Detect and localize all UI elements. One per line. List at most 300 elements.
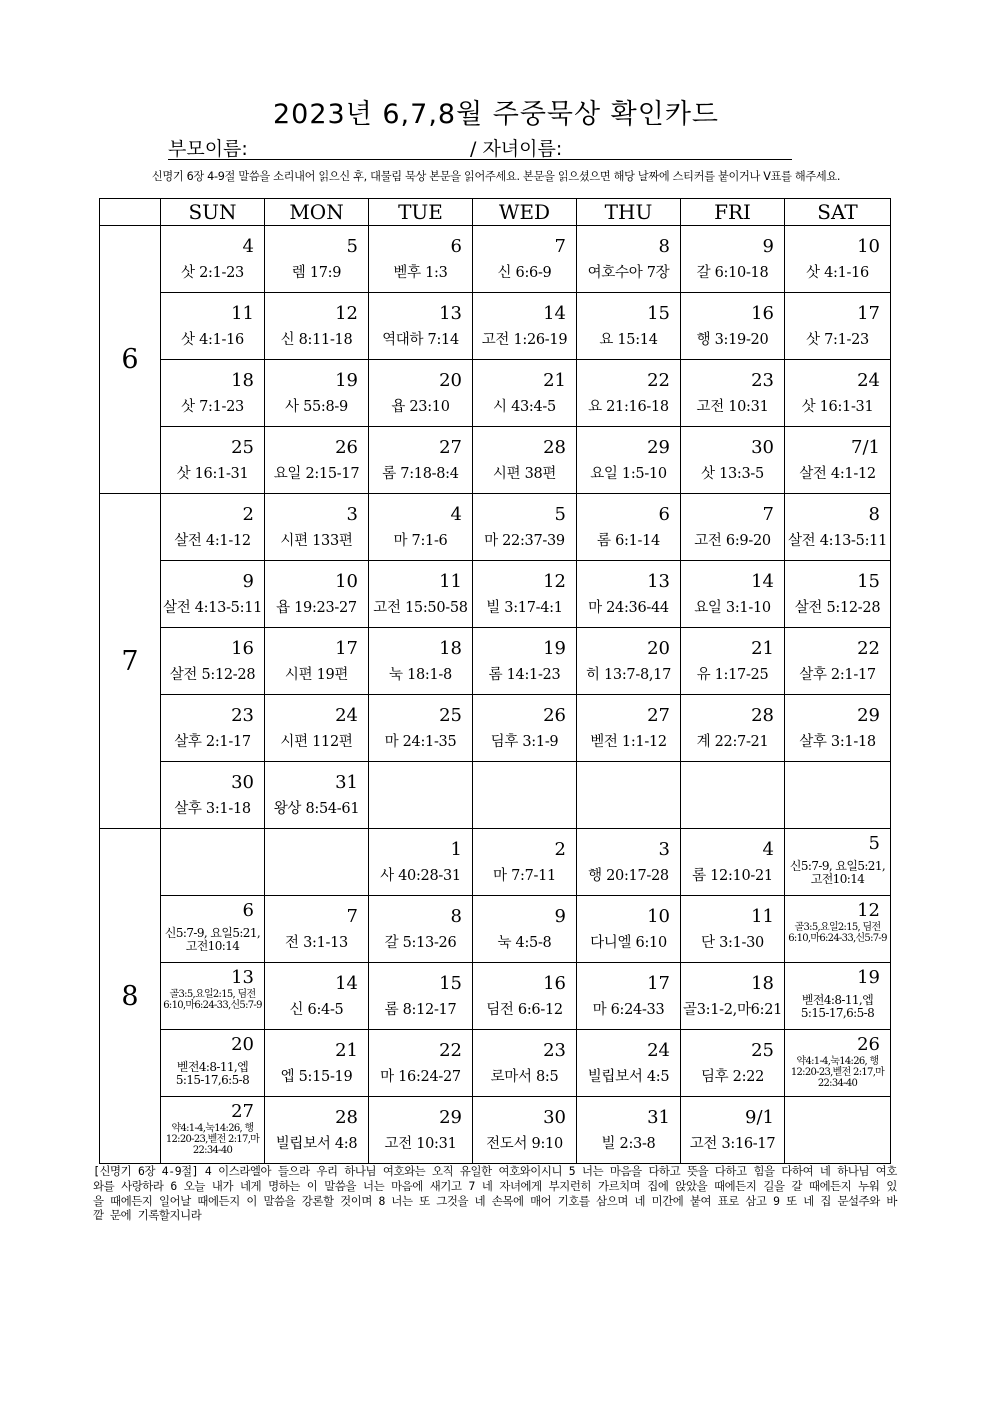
day-number: 11 <box>751 906 774 927</box>
day-cell[interactable] <box>161 762 265 829</box>
week-row <box>100 1030 891 1097</box>
day-number: 7 <box>554 236 566 257</box>
page-title: 2023년 6,7,8월 주중묵상 확인카드 <box>273 99 719 130</box>
day-cell[interactable] <box>577 829 681 896</box>
day-cell[interactable] <box>785 293 891 360</box>
day-cell[interactable] <box>369 494 473 561</box>
day-cell[interactable] <box>161 226 265 293</box>
day-number: 9/1 <box>745 1107 774 1128</box>
day-number: 21 <box>543 370 566 391</box>
empty-day-cell <box>681 762 785 829</box>
day-cell[interactable] <box>369 896 473 963</box>
day-number: 14 <box>751 571 774 592</box>
day-cell[interactable] <box>265 226 369 293</box>
day-number: 7/1 <box>851 437 880 458</box>
day-number: 31 <box>335 772 358 793</box>
day-number: 15 <box>647 303 670 324</box>
scripture-reference: 고전 6:9-20 <box>694 533 771 549</box>
scripture-reference: 살전 4:13-5:11 <box>787 533 888 549</box>
day-cell[interactable] <box>577 427 681 494</box>
day-number: 28 <box>751 705 774 726</box>
day-number: 22 <box>857 638 880 659</box>
day-number: 16 <box>751 303 774 324</box>
day-cell[interactable] <box>161 293 265 360</box>
weekday-sun: SUN <box>161 199 265 226</box>
scripture-reference: 전도서 9:10 <box>486 1136 563 1152</box>
day-cell[interactable] <box>369 360 473 427</box>
day-number: 23 <box>231 705 254 726</box>
scripture-reference: 살후 2:1-17 <box>799 667 876 683</box>
day-number: 18 <box>751 973 774 994</box>
day-cell[interactable] <box>785 628 891 695</box>
scripture-reference: 삿 16:1-31 <box>801 399 874 415</box>
day-number: 12 <box>543 571 566 592</box>
scripture-reference: 살전 4:1-12 <box>174 533 251 549</box>
day-cell[interactable] <box>473 226 577 293</box>
day-cell[interactable] <box>473 896 577 963</box>
scripture-reference: 마 24:36-44 <box>588 600 669 616</box>
day-number: 15 <box>857 571 880 592</box>
scripture-reference: 벧전 1:1-12 <box>590 734 667 750</box>
day-cell[interactable] <box>161 427 265 494</box>
scripture-reference: 롬 6:1-14 <box>597 533 660 549</box>
day-cell[interactable] <box>265 963 369 1030</box>
scripture-reference: 마 16:24-27 <box>380 1069 461 1085</box>
day-number: 27 <box>231 1101 254 1122</box>
scripture-reference: 신 6:4-5 <box>289 1002 344 1018</box>
day-number: 21 <box>751 638 774 659</box>
scripture-reference: 신 6:6-9 <box>497 265 552 281</box>
day-number: 13 <box>439 303 462 324</box>
scripture-reference: 렘 17:9 <box>291 265 342 281</box>
day-number: 26 <box>335 437 358 458</box>
day-cell[interactable] <box>265 494 369 561</box>
day-cell[interactable] <box>577 628 681 695</box>
day-cell[interactable] <box>681 1030 785 1097</box>
day-number: 31 <box>647 1107 670 1128</box>
day-number: 15 <box>439 973 462 994</box>
day-cell[interactable] <box>785 427 891 494</box>
day-cell[interactable] <box>577 963 681 1030</box>
day-cell[interactable] <box>577 293 681 360</box>
day-number: 6 <box>242 900 254 921</box>
scripture-reference: 딤후 2:22 <box>700 1069 765 1085</box>
day-cell[interactable] <box>681 360 785 427</box>
weekday-tue: TUE <box>369 199 473 226</box>
day-cell[interactable] <box>473 963 577 1030</box>
day-cell[interactable] <box>473 360 577 427</box>
empty-day-cell <box>369 762 473 829</box>
day-number: 2 <box>554 839 566 860</box>
week-row <box>100 829 891 896</box>
day-number: 30 <box>751 437 774 458</box>
scripture-reference: 고전 1:26-19 <box>481 332 568 348</box>
weekday-thu: THU <box>577 199 681 226</box>
day-cell[interactable] <box>577 494 681 561</box>
scripture-reference: 마 22:37-39 <box>484 533 565 549</box>
day-cell[interactable] <box>161 360 265 427</box>
day-cell[interactable] <box>681 896 785 963</box>
scripture-reference: 삿 4:1-16 <box>806 265 869 281</box>
day-number: 5 <box>554 504 566 525</box>
day-number: 10 <box>857 236 880 257</box>
day-cell[interactable] <box>577 1097 681 1164</box>
day-cell[interactable] <box>473 561 577 628</box>
day-cell[interactable] <box>369 1030 473 1097</box>
day-number: 18 <box>439 638 462 659</box>
empty-day-cell <box>161 829 265 896</box>
day-number: 20 <box>647 638 670 659</box>
week-row <box>100 695 891 762</box>
week-row <box>100 896 891 963</box>
scripture-reference: 골3:1-2,마6:21 <box>683 1002 783 1018</box>
scripture-reference: 살후 3:1-18 <box>174 801 251 817</box>
day-cell[interactable] <box>265 561 369 628</box>
scripture-reference: 왕상 8:54-61 <box>273 801 360 817</box>
day-cell[interactable] <box>473 1097 577 1164</box>
day-cell[interactable] <box>369 829 473 896</box>
scripture-reference: 마 6:24-33 <box>592 1002 665 1018</box>
day-cell[interactable] <box>577 896 681 963</box>
day-number: 9 <box>554 906 566 927</box>
weekday-wed: WED <box>473 199 577 226</box>
week-row <box>100 963 891 1030</box>
day-number: 28 <box>543 437 566 458</box>
week-row <box>100 628 891 695</box>
scripture-reference: 엡 5:15-19 <box>280 1069 353 1085</box>
scripture-reference: 히 13:7-8,17 <box>585 667 672 683</box>
scripture-reference: 삿 16:1-31 <box>176 466 249 482</box>
scripture-reference: 벧후 1:3 <box>393 265 448 281</box>
scripture-reference: 요 21:16-18 <box>588 399 669 415</box>
scripture-reference: 롬 7:18-8:4 <box>382 466 459 482</box>
day-cell[interactable] <box>681 293 785 360</box>
scripture-reference: 롬 12:10-21 <box>692 868 773 884</box>
day-number: 21 <box>335 1040 358 1061</box>
scripture-reference: 삿 7:1-23 <box>181 399 244 415</box>
day-number: 29 <box>857 705 880 726</box>
name-line <box>168 137 792 160</box>
day-number: 22 <box>439 1040 462 1061</box>
day-cell[interactable] <box>265 360 369 427</box>
day-cell[interactable] <box>577 561 681 628</box>
week-row <box>100 561 891 628</box>
scripture-reference: 약4:1-4,눅14:26, 행12:20-23,벧전 2:17,마22:34-40 <box>790 1056 885 1089</box>
scripture-reference: 롬 14:1-23 <box>488 667 561 683</box>
day-number: 24 <box>335 705 358 726</box>
day-cell[interactable] <box>265 628 369 695</box>
day-number: 10 <box>647 906 670 927</box>
day-cell[interactable] <box>473 427 577 494</box>
scripture-reference: 살후 2:1-17 <box>174 734 251 750</box>
day-cell[interactable] <box>369 963 473 1030</box>
weekday-fri: FRI <box>681 199 785 226</box>
week-row <box>100 1097 891 1164</box>
scripture-reference: 행 20:17-28 <box>588 868 669 884</box>
day-cell[interactable] <box>161 1097 265 1164</box>
scripture-reference: 롬 8:12-17 <box>384 1002 457 1018</box>
scripture-reference: 약4:1-4,눅14:26, 행12:20-23,벧전 2:17,마22:34-40 <box>165 1123 260 1156</box>
day-cell[interactable] <box>681 628 785 695</box>
day-cell[interactable] <box>473 695 577 762</box>
scripture-reference: 살후 3:1-18 <box>799 734 876 750</box>
day-cell[interactable] <box>785 1030 891 1097</box>
day-cell[interactable] <box>473 1030 577 1097</box>
day-cell[interactable] <box>161 695 265 762</box>
day-cell[interactable] <box>681 829 785 896</box>
scripture-reference: 시편 112편 <box>280 734 353 750</box>
day-number: 13 <box>647 571 670 592</box>
empty-day-cell <box>785 1097 891 1164</box>
day-number: 12 <box>335 303 358 324</box>
day-cell[interactable] <box>785 226 891 293</box>
scripture-reference: 삿 13:3-5 <box>701 466 764 482</box>
day-number: 14 <box>335 973 358 994</box>
empty-day-cell <box>785 762 891 829</box>
scripture-reference: 눅 18:1-8 <box>389 667 452 683</box>
scripture-reference: 요 15:14 <box>599 332 658 348</box>
day-cell[interactable] <box>369 1097 473 1164</box>
scripture-reference: 딤후 3:1-9 <box>490 734 559 750</box>
week-row <box>100 762 891 829</box>
empty-day-cell <box>265 829 369 896</box>
day-number: 7 <box>762 504 774 525</box>
scripture-reference: 눅 4:5-8 <box>497 935 552 951</box>
day-cell[interactable] <box>369 695 473 762</box>
scripture-reference: 빌립보서 4:5 <box>587 1069 670 1085</box>
day-number: 24 <box>857 370 880 391</box>
day-number: 9 <box>242 571 254 592</box>
day-number: 2 <box>242 504 254 525</box>
scripture-reference: 골3:5,요일2:15, 딤전6:10,마6:24-33,신5:7-9 <box>788 922 887 944</box>
scripture-reference: 빌립보서 4:8 <box>275 1136 358 1152</box>
day-cell[interactable] <box>681 427 785 494</box>
empty-day-cell <box>473 762 577 829</box>
scripture-reference: 단 3:1-30 <box>701 935 764 951</box>
scripture-reference: 빌 3:17-4:1 <box>486 600 563 616</box>
month-label: 7 <box>100 494 161 829</box>
scripture-reference: 역대하 7:14 <box>382 332 459 348</box>
day-number: 20 <box>231 1034 254 1055</box>
day-number: 20 <box>439 370 462 391</box>
scripture-reference: 고전 10:31 <box>696 399 769 415</box>
day-cell[interactable] <box>785 896 891 963</box>
scripture-reference: 신5:7-9, 요일5:21, 고전10:14 <box>789 859 886 886</box>
week-row <box>100 360 891 427</box>
scripture-reference: 빌 2:3-8 <box>601 1136 656 1152</box>
scripture-reference: 로마서 8:5 <box>490 1069 559 1085</box>
day-cell[interactable] <box>785 695 891 762</box>
day-number: 17 <box>335 638 358 659</box>
day-cell[interactable] <box>369 561 473 628</box>
scripture-reference: 벧전4:8-11,엡 5:15-17,6:5-8 <box>800 993 875 1020</box>
day-cell[interactable] <box>785 561 891 628</box>
day-cell[interactable] <box>161 561 265 628</box>
day-number: 19 <box>857 967 880 988</box>
scripture-reference: 갈 5:13-26 <box>384 935 457 951</box>
day-number: 23 <box>751 370 774 391</box>
scripture-reference: 마 7:7-11 <box>493 868 556 884</box>
scripture-reference: 시편 19편 <box>284 667 349 683</box>
scripture-reference: 요일 3:1-10 <box>694 600 771 616</box>
weekday-sat: SAT <box>785 199 891 226</box>
day-cell[interactable] <box>473 628 577 695</box>
scripture-reference: 삿 2:1-23 <box>181 265 244 281</box>
day-cell[interactable] <box>681 963 785 1030</box>
day-cell[interactable] <box>785 963 891 1030</box>
day-cell[interactable] <box>473 494 577 561</box>
day-cell[interactable] <box>265 1030 369 1097</box>
day-cell[interactable] <box>681 561 785 628</box>
day-cell[interactable] <box>265 762 369 829</box>
scripture-reference: 살전 4:1-12 <box>799 466 876 482</box>
day-cell[interactable] <box>785 829 891 896</box>
day-number: 23 <box>543 1040 566 1061</box>
day-cell[interactable] <box>161 1030 265 1097</box>
day-number: 27 <box>647 705 670 726</box>
week-row <box>100 293 891 360</box>
week-row <box>100 427 891 494</box>
day-cell[interactable] <box>681 1097 785 1164</box>
weekday-header-row <box>100 199 891 226</box>
day-cell[interactable] <box>473 829 577 896</box>
day-number: 8 <box>450 906 462 927</box>
calendar-table <box>99 198 891 1164</box>
scripture-passage: [신명기 6장 4-9절] 4 이스라엘아 들으라 우리 하나님 여호와는 오직 유일한 여호와이시니 5 너는 마음을 다하고 뜻을 다하고 힘을 다하여 네 하나님 여호와를 사랑하라 6 오늘 내가 네게 명하는 이 말씀을 너는 마음에 새기고 7 네 자녀에게 부지런히 가르치며 집에 앉았을 때에든지 길을 갈 때에든지 누워 있을 때에든지 일어날 때에든지 이 말씀을 강론할 것이며 8 너는 또 그것을 네 손목에 매어 기호를 삼으며 네 미간에 붙여 표로 삼고 9 또 네 집 문설주와 바깥 문에 기록할지니라 <box>93 1164 897 1223</box>
day-number: 17 <box>857 303 880 324</box>
day-cell[interactable] <box>785 360 891 427</box>
day-cell[interactable] <box>473 293 577 360</box>
scripture-reference: 갈 6:10-18 <box>696 265 769 281</box>
day-cell[interactable] <box>161 494 265 561</box>
scripture-reference: 다니엘 6:10 <box>590 935 667 951</box>
scripture-reference: 계 22:7-21 <box>696 734 769 750</box>
day-cell[interactable] <box>161 896 265 963</box>
scripture-reference: 마 24:1-35 <box>384 734 457 750</box>
scripture-reference: 사 40:28-31 <box>380 868 461 884</box>
day-cell[interactable] <box>265 427 369 494</box>
day-number: 22 <box>647 370 670 391</box>
scripture-reference: 요일 2:15-17 <box>273 466 360 482</box>
day-number: 26 <box>543 705 566 726</box>
scripture-reference: 사 55:8-9 <box>285 399 348 415</box>
scripture-reference: 삿 4:1-16 <box>181 332 244 348</box>
scripture-reference: 전 3:1-13 <box>285 935 348 951</box>
scripture-reference: 삿 7:1-23 <box>806 332 869 348</box>
month-label: 8 <box>100 829 161 1164</box>
day-number: 14 <box>543 303 566 324</box>
day-number: 3 <box>346 504 358 525</box>
day-cell[interactable] <box>369 293 473 360</box>
scripture-reference: 살전 5:12-28 <box>169 667 256 683</box>
day-cell[interactable] <box>681 226 785 293</box>
day-number: 25 <box>751 1040 774 1061</box>
day-number: 25 <box>439 705 462 726</box>
scripture-reference: 여호수아 7장 <box>587 265 670 281</box>
month-label: 6 <box>100 226 161 494</box>
day-cell[interactable] <box>369 427 473 494</box>
day-number: 29 <box>439 1107 462 1128</box>
day-number: 4 <box>762 839 774 860</box>
day-number: 26 <box>857 1034 880 1055</box>
day-number: 1 <box>450 839 462 860</box>
scripture-reference: 살전 4:13-5:11 <box>163 600 263 616</box>
scripture-reference: 골3:5,요일2:15, 딤전6:10,마6:24-33,신5:7-9 <box>163 989 262 1011</box>
scripture-reference: 시 43:4-5 <box>493 399 556 415</box>
day-number: 16 <box>543 973 566 994</box>
day-cell[interactable] <box>785 494 891 561</box>
day-cell[interactable] <box>265 1097 369 1164</box>
day-number: 25 <box>231 437 254 458</box>
day-cell[interactable] <box>161 628 265 695</box>
instructions: 신명기 6장 4-9절 말씀을 소리내어 읽으신 후, 대물림 묵상 본문을 읽어주세요. 본문을 읽으셨으면 해당 날짜에 스티커를 붙이거나 V표를 해주세요. <box>151 170 841 183</box>
day-number: 7 <box>346 906 358 927</box>
day-number: 30 <box>231 772 254 793</box>
day-number: 5 <box>346 236 358 257</box>
scripture-reference: 욥 19:23-27 <box>276 600 357 616</box>
day-number: 11 <box>439 571 462 592</box>
weekday-mon: MON <box>265 199 369 226</box>
day-cell[interactable] <box>369 226 473 293</box>
day-number: 13 <box>231 967 254 988</box>
day-number: 29 <box>647 437 670 458</box>
day-number: 10 <box>335 571 358 592</box>
day-cell[interactable] <box>369 628 473 695</box>
scripture-reference: 벧전4:8-11,엡 5:15-17,6:5-8 <box>175 1060 250 1087</box>
day-number: 6 <box>450 236 462 257</box>
day-number: 24 <box>647 1040 670 1061</box>
day-cell[interactable] <box>577 226 681 293</box>
day-cell[interactable] <box>577 360 681 427</box>
day-number: 18 <box>231 370 254 391</box>
day-cell[interactable] <box>681 695 785 762</box>
week-row <box>100 494 891 561</box>
scripture-reference: 마 7:1-6 <box>393 533 448 549</box>
day-number: 6 <box>658 504 670 525</box>
day-number: 11 <box>231 303 254 324</box>
scripture-reference: 유 1:17-25 <box>696 667 769 683</box>
corner-cell <box>100 199 161 226</box>
day-number: 4 <box>450 504 462 525</box>
day-cell[interactable] <box>265 896 369 963</box>
week-row <box>100 226 891 293</box>
day-cell[interactable] <box>681 494 785 561</box>
day-cell[interactable] <box>265 695 369 762</box>
day-cell[interactable] <box>577 1030 681 1097</box>
day-number: 28 <box>335 1107 358 1128</box>
day-number: 19 <box>335 370 358 391</box>
day-cell[interactable] <box>265 293 369 360</box>
day-number: 8 <box>868 504 880 525</box>
child-name-label: / 자녀이름: <box>470 138 563 160</box>
scripture-reference: 신 8:11-18 <box>280 332 353 348</box>
day-number: 16 <box>231 638 254 659</box>
scripture-reference: 시편 38편 <box>492 466 557 482</box>
scripture-reference: 고전 3:16-17 <box>689 1136 776 1152</box>
day-cell[interactable] <box>577 695 681 762</box>
scripture-reference: 딤전 6:6-12 <box>486 1002 563 1018</box>
day-number: 3 <box>658 839 670 860</box>
day-number: 4 <box>242 236 254 257</box>
empty-day-cell <box>577 762 681 829</box>
parent-name-label: 부모이름: <box>168 138 248 160</box>
scripture-reference: 살전 5:12-28 <box>794 600 881 616</box>
scripture-reference: 시편 133편 <box>280 533 353 549</box>
day-number: 17 <box>647 973 670 994</box>
scripture-reference: 행 3:19-20 <box>696 332 769 348</box>
day-cell[interactable] <box>161 963 265 1030</box>
day-number: 5 <box>868 833 880 854</box>
